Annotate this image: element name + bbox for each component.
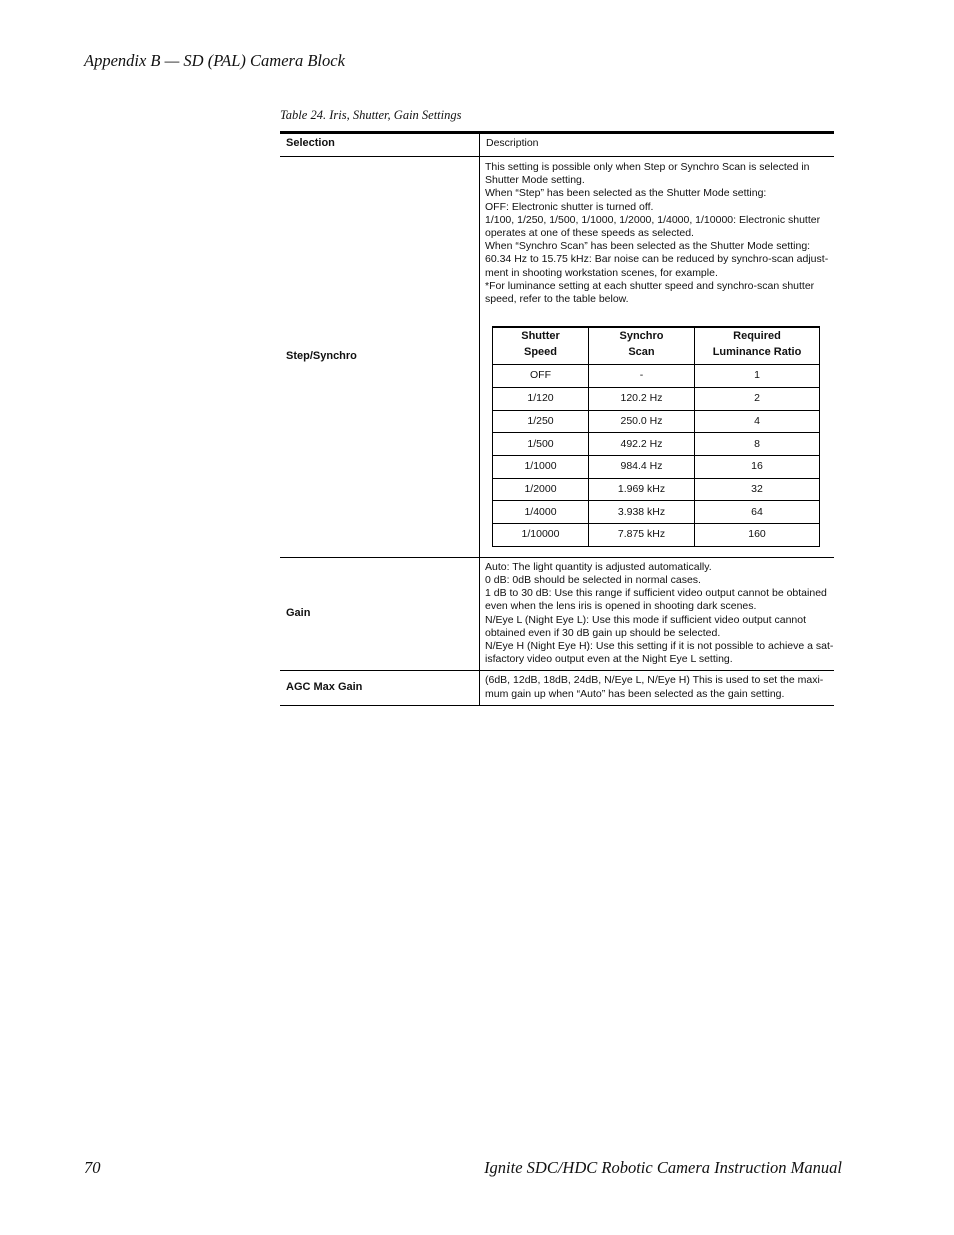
description-line: When “Step” has been selected as the Shutter Mode setting:: [485, 187, 767, 200]
selection-cell: Gain: [280, 557, 480, 671]
luminance-ratio-cell: 4: [695, 410, 820, 433]
description-line: 60.34 Hz to 15.75 kHz: Bar noise can be reduced by synchro-scan adjust-: [485, 253, 829, 266]
header-selection: Selection: [280, 133, 480, 157]
selection-cell: AGC Max Gain: [280, 671, 480, 705]
luminance-ratio-cell: 1: [695, 365, 820, 388]
description-line: *For luminance setting at each shutter speed and synchro-scan shutter: [485, 279, 815, 292]
shutter-speed-cell: 1/500: [493, 433, 589, 456]
table-row: [493, 365, 820, 388]
description-line: 0 dB: 0dB should be selected in normal cases.: [485, 573, 701, 586]
table-row: [493, 478, 820, 501]
description-line: operates at one of these speeds as selected.: [485, 227, 694, 240]
description-line: obtained even if 30 dB gain up should be selected.: [485, 626, 721, 639]
description-cell: [480, 671, 835, 705]
synchro-scan-cell: 492.2 Hz: [589, 433, 695, 456]
description-line: even when the lens iris is opened in shooting dark scenes.: [485, 600, 757, 613]
luminance-table: [492, 326, 820, 547]
table-row-agc-max-gain: [280, 671, 834, 705]
description-line: This setting is possible only when Step or Synchro Scan is selected in: [485, 161, 810, 173]
running-head: Appendix B — SD (PAL) Camera Block: [84, 51, 345, 70]
table-row: [493, 524, 820, 547]
selection-cell: Step/Synchro: [280, 157, 480, 558]
description-line: OFF: Electronic shutter is turned off.: [485, 200, 654, 213]
description-line: 1/100, 1/250, 1/500, 1/1000, 1/2000, 1/4000, 1/10000: Electronic shutter: [485, 213, 821, 226]
synchro-scan-cell: 984.4 Hz: [589, 455, 695, 478]
synchro-scan-cell: -: [589, 365, 695, 388]
luminance-ratio-cell: 64: [695, 501, 820, 524]
table-row: [493, 501, 820, 524]
luminance-table-wrap: [485, 306, 829, 553]
luminance-header-row: [493, 327, 820, 365]
shutter-speed-cell: 1/250: [493, 410, 589, 433]
shutter-speed-cell: 1/4000: [493, 501, 589, 524]
description-line: speed, refer to the table below.: [485, 293, 629, 306]
description-line: 1 dB to 30 dB: Use this range if sufficient video output cannot be obtained: [485, 587, 827, 600]
table-row: [493, 387, 820, 410]
synchro-scan-cell: 7.875 kHz: [589, 524, 695, 547]
table-header-row: [280, 133, 834, 157]
description-line: ment in shooting workstation scenes, for example.: [485, 266, 718, 279]
header-synchro-scan: Synchro Scan: [589, 327, 695, 365]
luminance-ratio-cell: 16: [695, 455, 820, 478]
luminance-ratio-cell: 8: [695, 433, 820, 456]
synchro-scan-cell: 3.938 kHz: [589, 501, 695, 524]
header-description: Description: [480, 133, 835, 157]
description-line: N/Eye L (Night Eye L): Use this mode if sufficient video output cannot: [485, 613, 806, 626]
settings-table: [280, 131, 834, 706]
description-line: mum gain up when “Auto” has been selected as the gain setting.: [485, 687, 785, 700]
shutter-speed-cell: 1/1000: [493, 455, 589, 478]
table-row-step-synchro: [280, 157, 834, 558]
description-line: isfactory video output even at the Night Eye L setting.: [485, 653, 733, 666]
synchro-scan-cell: 120.2 Hz: [589, 387, 695, 410]
synchro-scan-cell: 250.0 Hz: [589, 410, 695, 433]
luminance-ratio-cell: 32: [695, 478, 820, 501]
description-cell: [480, 557, 835, 671]
description-line: When “Synchro Scan” has been selected as the Shutter Mode setting:: [485, 240, 811, 253]
description-line: Auto: The light quantity is adjusted automatically.: [485, 560, 712, 573]
luminance-ratio-cell: 2: [695, 387, 820, 410]
synchro-scan-cell: 1.969 kHz: [589, 478, 695, 501]
shutter-speed-cell: 1/120: [493, 387, 589, 410]
footer-title: Ignite SDC/HDC Robotic Camera Instruction Manual: [484, 1158, 842, 1177]
description-line: (6dB, 12dB, 18dB, 24dB, N/Eye L, N/Eye H) This is used to set the maxi-: [485, 674, 824, 687]
table-row: [493, 410, 820, 433]
table-caption: Table 24. Iris, Shutter, Gain Settings: [280, 108, 462, 122]
shutter-speed-cell: 1/2000: [493, 478, 589, 501]
shutter-speed-cell: 1/10000: [493, 524, 589, 547]
shutter-speed-cell: OFF: [493, 365, 589, 388]
table-row: [493, 455, 820, 478]
description-line: Shutter Mode setting.: [485, 174, 585, 187]
description-line: N/Eye H (Night Eye H): Use this setting if it is not possible to achieve a sat-: [485, 639, 834, 652]
description-cell: [480, 157, 835, 558]
header-luminance-ratio: Required Luminance Ratio: [695, 327, 820, 365]
luminance-ratio-cell: 160: [695, 524, 820, 547]
header-shutter-speed: Shutter Speed: [493, 327, 589, 365]
table-row-gain: [280, 557, 834, 671]
page-number: 70: [84, 1158, 101, 1177]
table-row: [493, 433, 820, 456]
